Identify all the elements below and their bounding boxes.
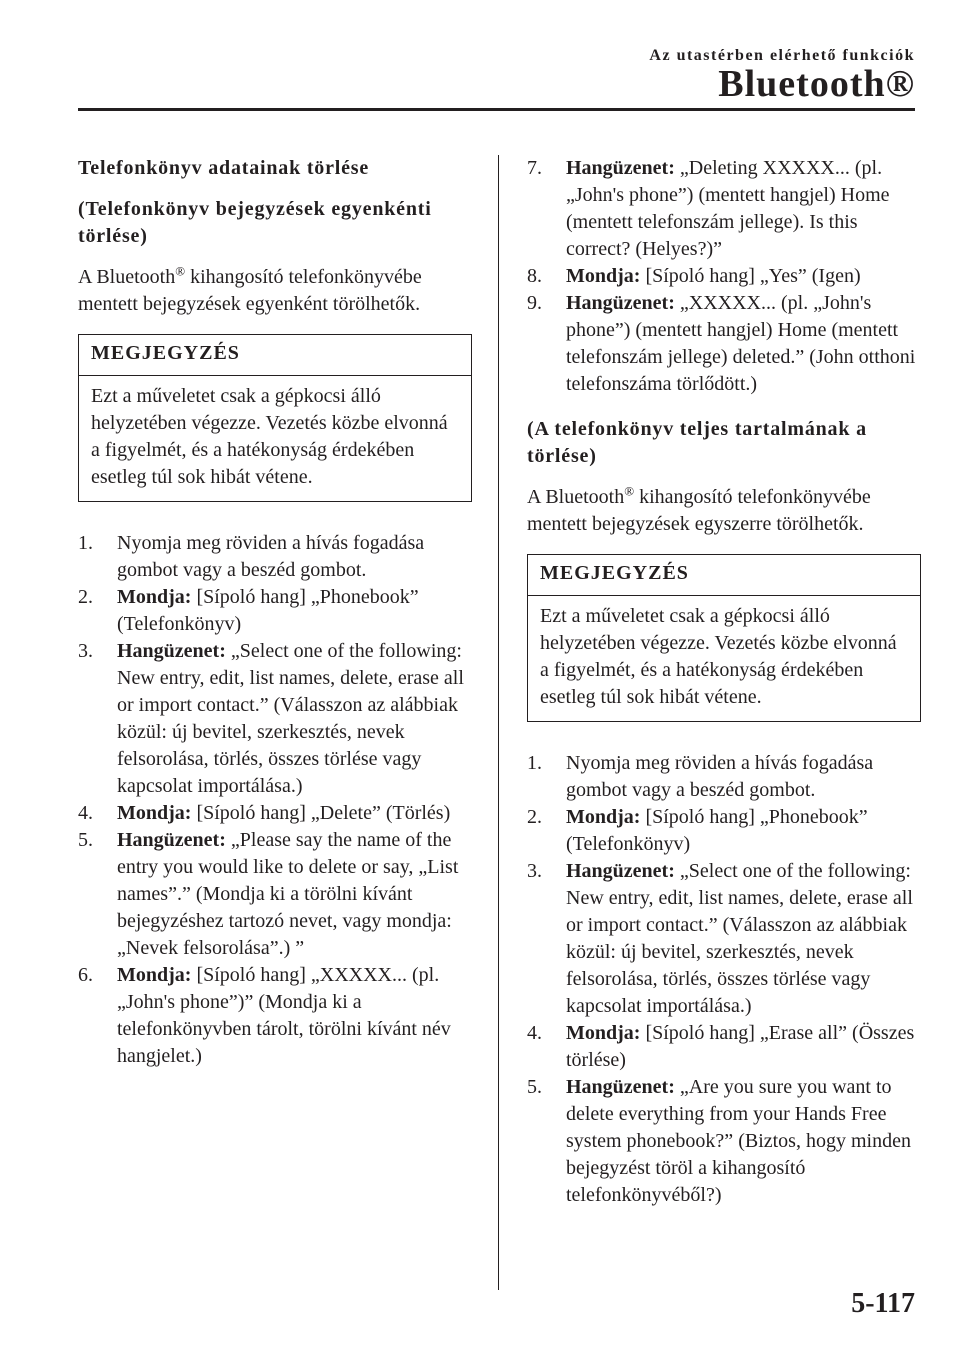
step-text: [Sípoló hang] „XXXXX... (pl. „John's phone”)” (Mondja ki a telefonkönyvben tárolt, törölni kívánt név hangjelet.) (117, 964, 451, 1067)
section-name: Az utastérben elérhető funkciók (649, 47, 915, 64)
step-text: [Sípoló hang] „Phonebook” (Telefonkönyv) (117, 586, 419, 635)
step-text: Nyomja meg röviden a hívás fogadása gombot vagy a beszéd gombot. (566, 752, 874, 801)
note-box (78, 334, 472, 502)
intro-paragraph (527, 484, 921, 538)
step-number: 3. (78, 640, 93, 662)
step-text: „Deleting XXXXX... (pl. „John's phone”) (mentett hangjel) Home (mentett telefonszám jellege). Is this correct? (Helyes?)” (566, 157, 890, 260)
chapter-title: Bluetooth® (718, 63, 915, 105)
note-box (527, 554, 921, 722)
step-number: 2. (78, 586, 93, 608)
list-item (78, 638, 472, 800)
step-text: [Sípoló hang] „Phonebook” (Telefonkönyv) (566, 806, 868, 855)
step-text: [Sípoló hang] „Delete” (Törlés) (191, 802, 451, 824)
list-item (527, 750, 921, 804)
step-text: „XXXXX... (pl. „John's phone”) (mentett hangjel) Home (mentett telefonszám jellege) deleted.” (John otthoni telefonszáma törlődött.) (566, 292, 916, 395)
step-label: Mondja: (566, 1022, 641, 1044)
intro-paragraph (78, 264, 472, 318)
step-text: [Sípoló hang] „Erase all” (Összes törlése) (566, 1022, 915, 1071)
step-number: 3. (527, 860, 542, 882)
step-number: 6. (78, 964, 93, 986)
note-body: Ezt a műveletet csak a gépkocsi álló helyzetében végezze. Vezetés közbe elvonná a figyelmét, és a hatékonyság érdekében esetleg túl sok hibát vétene. (91, 385, 448, 488)
section-heading: Telefonkönyv adatainak törlése (78, 157, 370, 179)
step-text: „Select one of the following: New entry, edit, list names, delete, erase all or import contact.” (Válasszon az alábbiak közül: új bevitel, szerkesztés, nevek felsorolása, törlés, összes törlése vagy kapcsolat importálása.) (117, 640, 464, 797)
registered-mark: ® (175, 263, 186, 279)
page-number: 5-117 (851, 1288, 915, 1319)
step-label: Mondja: (117, 802, 192, 824)
step-label: Mondja: (117, 586, 192, 608)
steps-list (527, 750, 921, 1209)
list-item (527, 155, 921, 263)
intro-text-start: A Bluetooth (527, 486, 625, 508)
step-text: „Select one of the following: New entry, edit, list names, delete, erase all or import contact.” (Válasszon az alábbiak közül: új bevitel, szerkesztés, nevek felsorolása, törlés, összes törlése vagy kapcsolat importálása.) (566, 860, 913, 1017)
steps-list-continued (527, 155, 921, 398)
left-column (78, 155, 472, 1070)
step-label: Mondja: (566, 265, 641, 287)
step-text: [Sípoló hang] „Yes” (Igen) (640, 265, 861, 287)
step-text: Nyomja meg röviden a hívás fogadása gombot vagy a beszéd gombot. (117, 532, 425, 581)
list-item (527, 858, 921, 1020)
list-item (78, 827, 472, 962)
header-rule (78, 108, 915, 111)
step-number: 4. (78, 802, 93, 824)
intro-text-end: kihangosító telefonkönyvébe mentett bejegyzések egyenként törölhetők. (78, 266, 422, 315)
step-number: 9. (527, 292, 542, 314)
note-title: MEGJEGYZÉS (79, 335, 471, 376)
intro-text-end: kihangosító telefonkönyvébe mentett bejegyzések egyszerre törölhetők. (527, 486, 871, 535)
step-number: 4. (527, 1022, 542, 1044)
step-label: Hangüzenet: (566, 157, 675, 179)
step-text: „Are you sure you want to delete everything from your Hands Free system phonebook?” (Biztos, hogy minden bejegyzést töröl a kihangosító telefonkönyvéből?) (566, 1076, 911, 1206)
note-title: MEGJEGYZÉS (528, 555, 920, 596)
step-number: 5. (78, 829, 93, 851)
list-item (527, 1020, 921, 1074)
list-item (78, 800, 472, 827)
subsection-heading: (A telefonkönyv teljes tartalmának a törlése) (527, 418, 867, 467)
list-item (527, 1074, 921, 1209)
step-number: 1. (78, 532, 93, 554)
step-number: 7. (527, 157, 542, 179)
registered-mark: ® (624, 483, 635, 499)
step-label: Mondja: (117, 964, 192, 986)
step-label: Hangüzenet: (566, 292, 675, 314)
step-label: Mondja: (566, 806, 641, 828)
note-body: Ezt a műveletet csak a gépkocsi álló helyzetében végezze. Vezetés közbe elvonná a figyelmét, és a hatékonyság érdekében esetleg túl sok hibát vétene. (540, 605, 897, 708)
step-label: Hangüzenet: (566, 1076, 675, 1098)
list-item (78, 584, 472, 638)
step-label: Hangüzenet: (566, 860, 675, 882)
list-item (527, 263, 921, 290)
step-number: 2. (527, 806, 542, 828)
step-number: 8. (527, 265, 542, 287)
column-divider (498, 155, 499, 1290)
list-item (78, 962, 472, 1070)
step-number: 1. (527, 752, 542, 774)
right-column (527, 155, 921, 1209)
steps-list (78, 530, 472, 1070)
step-number: 5. (527, 1076, 542, 1098)
list-item (527, 804, 921, 858)
list-item (78, 530, 472, 584)
step-label: Hangüzenet: (117, 829, 226, 851)
subsection-heading: (Telefonkönyv bejegyzések egyenkénti törlése) (78, 198, 432, 247)
list-item (527, 290, 921, 398)
intro-text-start: A Bluetooth (78, 266, 176, 288)
step-label: Hangüzenet: (117, 640, 226, 662)
step-text: „Please say the name of the entry you would like to delete or say, „List names”.” (Mondja ki a törölni kívánt bejegyzéshez tartozó nevet, vagy mondja: „Nevek felsorolása”.) ” (117, 829, 459, 959)
